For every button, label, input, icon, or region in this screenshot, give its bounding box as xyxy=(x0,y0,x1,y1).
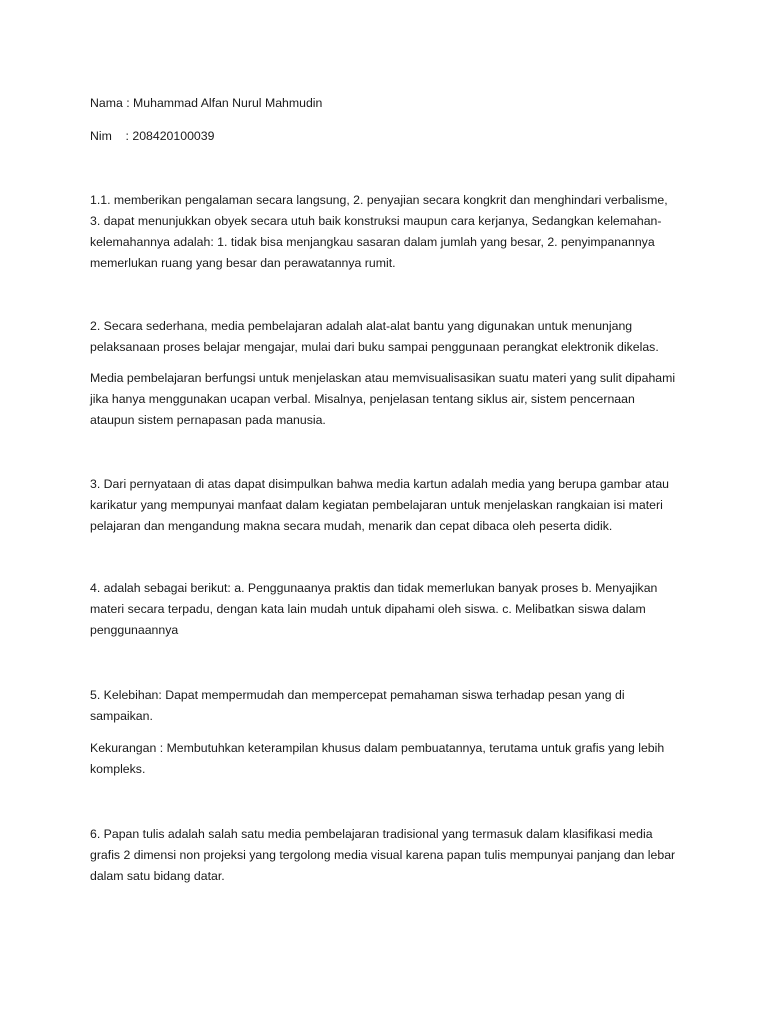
student-name: Nama : Muhammad Alfan Nurul Mahmudin xyxy=(90,96,323,110)
answer-paragraph-2: 2. Secara sederhana, media pembelajaran adalah alat-alat bantu yang digunakan untuk menunjang pelaksanaan proses belajar mengajar, mulai dari buku sampai penggunaan perangkat elektronik dikelas. xyxy=(90,319,659,354)
student-nim: Nim : 208420100039 xyxy=(90,129,215,143)
answer-paragraph-1: 1.1. memberikan pengalaman secara langsung, 2. penyajian secara kongkrit dan menghindari verbalisme, 3. dapat menunjukkan obyek secara utuh baik konstruksi maupun cara kerjanya, Sedangkan kelemahan-kelemahannya adalah: 1. tidak bisa menjangkau sasaran dalam jumlah yang besar, 2. penyimpanannya memerlukan ruang yang besar dan perawatannya rumit. xyxy=(90,193,668,270)
answer-paragraph-4: 4. adalah sebagai berikut: a. Penggunaanya praktis dan tidak memerlukan banyak proses b. Menyajikan materi secara terpadu, dengan kata lain mudah untuk dipahami oleh siswa. c. Melibatkan siswa dalam penggunaannya xyxy=(90,581,658,637)
answer-paragraph-5-kekurangan: Kekurangan : Membutuhkan keterampilan khusus dalam pembuatannya, terutama untuk grafis yang lebih kompleks. xyxy=(90,741,665,776)
answer-paragraph-6: 6. Papan tulis adalah salah satu media pembelajaran tradisional yang termasuk dalam klasifikasi media grafis 2 dimensi non projeksi yang tergolong media visual karena papan tulis mempunyai panjang dan lebar dalam satu bidang datar. xyxy=(90,827,676,883)
answer-paragraph-5-kelebihan: 5. Kelebihan: Dapat mempermudah dan mempercepat pemahaman siswa terhadap pesan yang di sampaikan. xyxy=(90,688,625,723)
answer-paragraph-3: 3. Dari pernyataan di atas dapat disimpulkan bahwa media kartun adalah media yang berupa gambar atau karikatur yang mempunyai manfaat dalam kegiatan pembelajaran untuk menjelaskan rangkaian isi materi pelajaran dan mengandung makna secara mudah, menarik dan cepat dibaca oleh peserta didik. xyxy=(90,477,670,533)
answer-paragraph-2-continued: Media pembelajaran berfungsi untuk menjelaskan atau memvisualisasikan suatu materi yang sulit dipahami jika hanya menggunakan ucapan verbal. Misalnya, penjelasan tentang siklus air, sistem pencernaan ataupun sistem pernapasan pada manusia. xyxy=(90,371,676,427)
